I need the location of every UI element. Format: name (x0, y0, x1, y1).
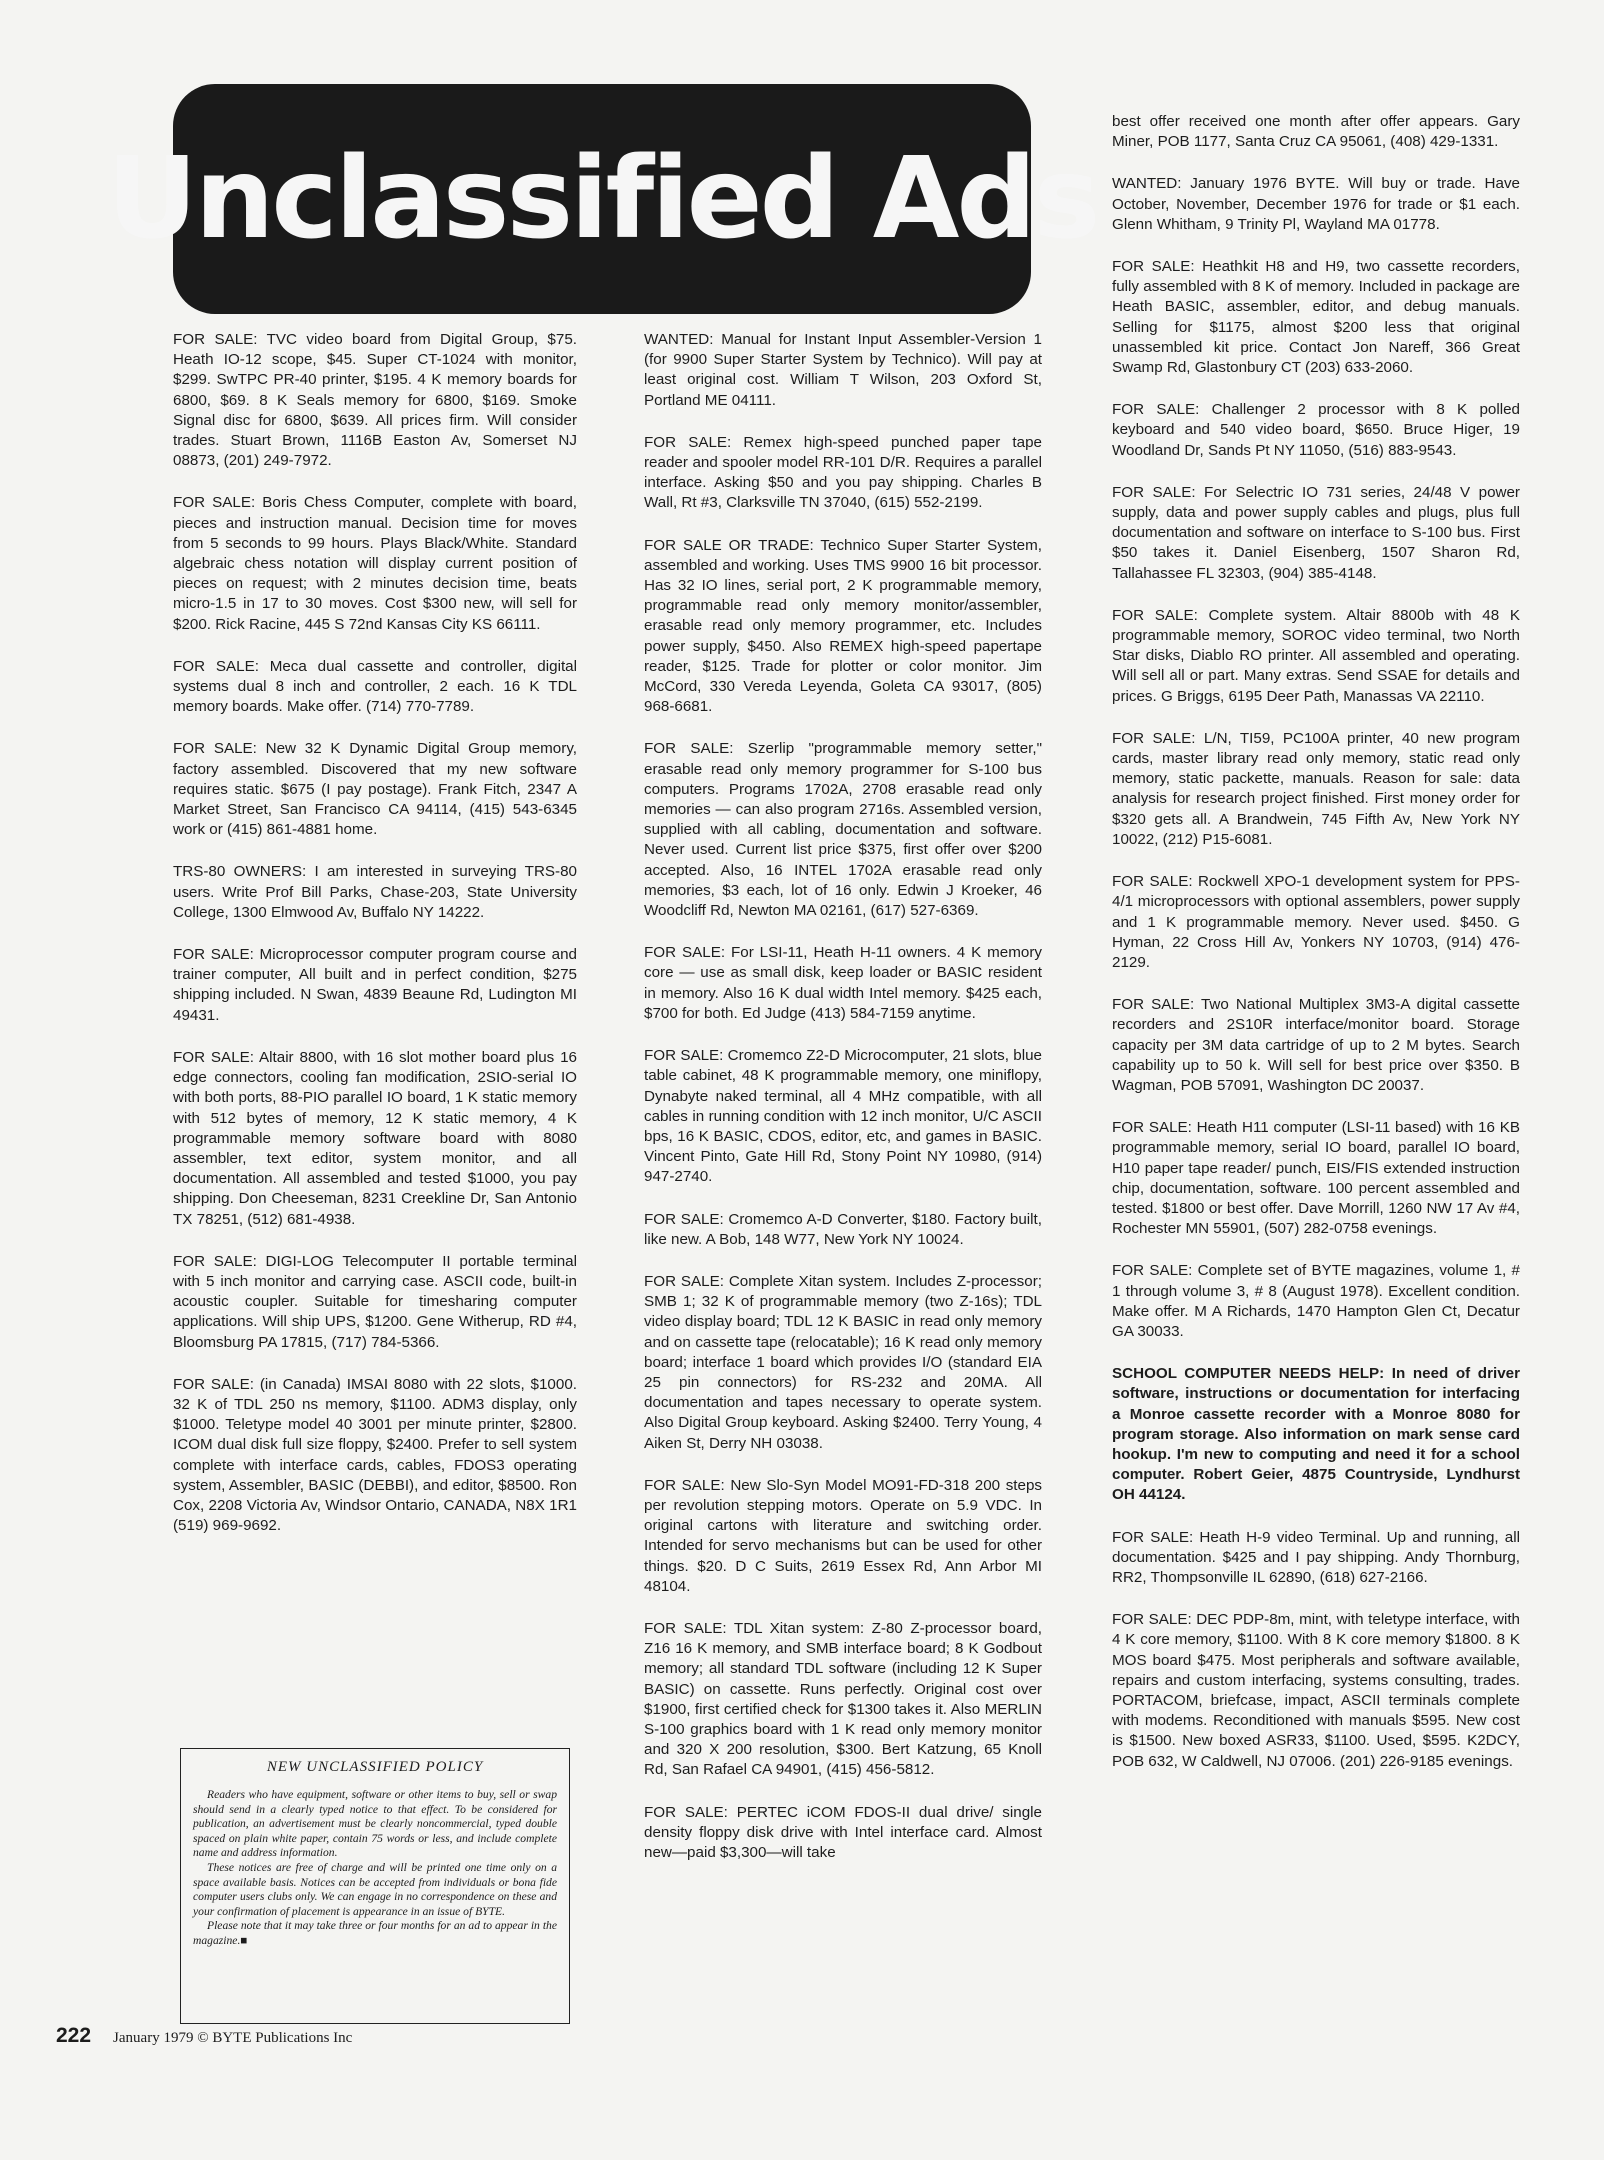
ads-column-3 (1112, 112, 1520, 1794)
ad-listing: FOR SALE: Microprocessor computer program course and trainer computer, All built and in perfect condition, $275 shipping included. N Swan, 4839 Beaune Rd, Ludington MI 49431. (173, 946, 577, 1024)
ad-listing: FOR SALE OR TRADE: Technico Super Starter System, assembled and working. Uses TMS 9900 16 bit processor. Has 32 IO lines, serial port, 2 K programmable memory, programmable read only memory monitor/assembler, erasable read only memory programmer, etc. Includes power supply, $450. Also REMEX high-speed papertape reader, $125. Trade for plotter or color monitor. Jim McCord, 330 Vereda Leyenda, Goleta CA 93017, (805) 968-6681. (644, 536, 1042, 716)
ad-listing: FOR SALE: For Selectric IO 731 series, 24/48 V power supply, data and power supply cables and plugs, plus full documentation and software on interface to S-100 bus. First $50 takes it. Daniel Eisenberg, 1507 Sharon Rd, Tallahassee FL 32303, (904) 385-4148. (1112, 483, 1520, 582)
ad-listing: FOR SALE: Cromemco Z2-D Microcomputer, 21 slots, blue table cabinet, 48 K programmable memory, one miniflopy, Dynabyte naked terminal, all 4 MHz compatible, with all cables in running condition with 12 inch monitor, U/C ASCII bps, 16 K BASIC, CDOS, editor, etc, and games in BASIC. Vincent Pinto, Gate Hill Rd, Stony Point NY 10980, (914) 947-2740. (644, 1047, 1042, 1186)
policy-paragraph: Please note that it may take three or four months for an ad to appear in the magazine.■ (193, 1919, 557, 1947)
ad-listing: FOR SALE: For LSI-11, Heath H-11 owners. 4 K memory core — use as small disk, keep loader or BASIC resident in memory. Also 16 K dual width Intel memory. $425 each, $700 for both. Ed Judge (413) 584-7159 anytime. (644, 944, 1042, 1022)
ad-listing: FOR SALE: Complete Xitan system. Includes Z-processor; SMB 1; 32 K of programmable memory (two Z-16s); TDL video display board; TDL 12 K BASIC in read only memory and on cassette tape (relocatable); 16 K read only memory board; interface 1 board which provides I/O (standard EIA 25 pin connectors) for RS-232 and 20MA. All documentation and tapes necessary to operate system. Also Digital Group keyboard. Asking $2400. Terry Young, 4 Aiken St, Derry NH 03038. (644, 1272, 1042, 1452)
ad-listing: FOR SALE: DEC PDP-8m, mint, with teletype interface, with 4 K core memory, $1100. With 8 K core memory $1800. 8 K MOS board $475. Most peripherals and software available, repairs and custom interfacing, systems consulting, trades. PORTACOM, briefcase, impact, ASCII terminals complete with modems. Reconditioned with manuals $595. New cost is $1500. New boxed ASR33, $1100. Used, $595. K2DCY, POB 632, W Caldwell, NJ 07006. (201) 226-9185 evenings. (1112, 1611, 1520, 1770)
ad-listing: FOR SALE: Altair 8800, with 16 slot mother board plus 16 edge connectors, cooling fan modification, 2SIO-serial IO with both ports, 88-PIO parallel IO board, 1 K static memory with 512 bytes of memory, 12 K static memory, 4 K programmable memory software board with 8080 assembler, text editor, system monitor, and all documentation. All assembled and tested $1000, you pay shipping. Don Cheeseman, 8231 Creekline Dr, San Antonio TX 78251, (512) 681-4938. (173, 1048, 577, 1228)
ad-listing: FOR SALE: Remex high-speed punched paper tape reader and spooler model RR-101 D/R. Requires a parallel interface. Asking $50 and you pay shipping. Charles B Wall, Rt #3, Clarksville TN 37040, (615) 552-2199. (644, 433, 1042, 512)
ad-listing: WANTED: Manual for Instant Input Assembler-Version 1 (for 9900 Super Starter System by Technico). Will pay at least original cost. William T Wilson, 203 Oxford St, Portland ME 04111. (644, 331, 1042, 409)
page-title: Unclassified Ads (106, 134, 1098, 264)
ad-listing: WANTED: January 1976 BYTE. Will buy or trade. Have October, November, December 1976 for trade or $1 each. Glenn Whitham, 9 Trinity Pl, Wayland MA 01778. (1112, 175, 1520, 233)
ad-listing: FOR SALE: Challenger 2 processor with 8 K polled keyboard and 540 video board, $650. Bruce Higer, 19 Woodland Dr, Sands Pt NY 11050, (516) 883-9543. (1112, 401, 1520, 459)
ad-listing: FOR SALE: Cromemco A-D Converter, $180. Factory built, like new. A Bob, 148 W77, New York NY 10024. (644, 1210, 1042, 1248)
ad-listing: FOR SALE: Complete system. Altair 8800b with 48 K programmable memory, SOROC video terminal, two North Star disks, Diablo RO printer. All assembled and operating. Will sell all or part. Many extras. Send SSAE for details and prices. G Briggs, 6195 Deer Path, Manassas VA 22110. (1112, 606, 1520, 705)
policy-paragraph: These notices are free of charge and will be printed one time only on a space available basis. Notices can be accepted from individuals or bona fide computer users clubs only. We can engage in no correspondence on these and your confirmation of placement is appearance in an issue of BYTE. (193, 1860, 557, 1918)
publication-credit: January 1979 © BYTE Publications Inc (113, 2030, 353, 2046)
ad-listing: SCHOOL COMPUTER NEEDS HELP: In need of driver software, instructions or documentation for interfacing a Monroe cassette recorder with a Monroe 8080 for program storage. Also information on mark sense card hookup. I'm new to computing and need it for a school computer. Robert Geier, 4875 Countryside, Lyndhurst OH 44124. (1112, 1365, 1520, 1504)
ad-listing: FOR SALE: Heath H-9 video Terminal. Up and running, all documentation. $425 and I pay shipping. Andy Thornburg, RR2, Thompsonville IL 62890, (618) 627-2166. (1112, 1528, 1520, 1586)
ad-listing: FOR SALE: DIGI-LOG Telecomputer II portable terminal with 5 inch monitor and carrying case. ASCII code, built-in acoustic coupler. Suitable for timesharing computer applications. Will ship UPS, $1200. Gene Witherup, RD #4, Bloomsburg PA 17815, (717) 784-5366. (173, 1252, 577, 1351)
ad-listing: FOR SALE: Heath H11 computer (LSI-11 based) with 16 KB programmable memory, serial IO board, parallel IO board, H10 paper tape reader/ punch, EIS/FIS extended instruction chip, documentation, software. 100 percent assembled and tested. $1800 or best offer. Dave Morrill, 1260 NW 17 Av #4, Rochester MN 55901, (507) 282-0758 evenings. (1112, 1119, 1520, 1238)
header-banner (106, 84, 1098, 314)
ads-column-1 (173, 330, 577, 1558)
page-number: 222 (56, 2024, 92, 2047)
ad-listing: FOR SALE: (in Canada) IMSAI 8080 with 22 slots, $1000. 32 K of TDL 250 ns memory, $1100. ADM3 display, only $1000. Teletype model 40 3001 per minute printer, $2800. ICOM dual disk full size floppy, $2400. Prefer to sell system complete with interface cards, cables, FDOS3 operating system, Assembler, BASIC (DEBBI), and editor, $8500. Ron Cox, 2208 Victoria Av, Windsor Ontario, CANADA, N8X 1R1 (519) 969-9692. (173, 1375, 577, 1535)
ad-listing: FOR SALE: L/N, TI59, PC100A printer, 40 new program cards, master library read only memory, static read only memory, static packette, manuals. Reason for sale: data analysis for research project finished. First money order for $320 gets all. A Brandwein, 745 Fifth Av, New York NY 10022, (212) P15-6081. (1112, 729, 1520, 848)
page-footer (56, 2024, 352, 2048)
ad-listing: FOR SALE: Boris Chess Computer, complete with board, pieces and instruction manual. Decision time for moves from 5 seconds to 99 hours. Plays Black/White. Standard algebraic chess notation will display current position of pieces on request; with 2 minutes decision time, beats micro-1.5 in 17 to 30 moves. Cost $300 new, will sell for $200. Rick Racine, 445 S 72nd Kansas City KS 66111. (173, 494, 577, 633)
ad-listing: FOR SALE: Meca dual cassette and controller, digital systems dual 8 inch and controller, 2 each. 16 K TDL memory boards. Make offer. (714) 770-7789. (173, 657, 577, 716)
ad-listing: FOR SALE: Szerlip "programmable memory setter," erasable read only memory programmer for S-100 bus computers. Programs 1702A, 2708 erasable read only memories — can also program 2716s. Assembled version, supplied with all cabling, documentation and software. Never used. Current list price $375, first offer over $200 accepted. Also, 16 INTEL 1702A erasable read only memories, $3 each, lot of 16 only. Edwin J Kroeker, 46 Woodcliff Rd, Newton MA 02161, (617) 527-6369. (644, 740, 1042, 920)
ad-listing: FOR SALE: Two National Multiplex 3M3-A digital cassette recorders and 2S10R interface/monitor board. Storage capacity per 3M data cartridge of up to 2 M bytes. Search capability up to 50 k. Will sell for best price over $350. B Wagman, POB 57091, Washington DC 20037. (1112, 996, 1520, 1094)
ad-listing: FOR SALE: PERTEC iCOM FDOS-II dual drive/ single density floppy disk drive with Intel interface card. Almost new—paid $3,300—will take (644, 1803, 1042, 1861)
policy-paragraph: Readers who have equipment, software or other items to buy, sell or swap should send in a clearly typed notice to that effect. To be considered for publication, an advertisement must be clearly noncommercial, typed double spaced on plain white paper, contain 75 words or less, and include complete name and address information. (193, 1788, 557, 1860)
ad-listing: FOR SALE: Heathkit H8 and H9, two cassette recorders, fully assembled with 8 K of memory. Included in package are Heath BASIC, assembler, editor, and debug manuals. Selling for $1175, almost $200 less that original unassembled kit price. Contact Jon Nareff, 366 Great Swamp Rd, Glastonbury CT (203) 633-2060. (1112, 258, 1520, 377)
ad-listing: FOR SALE: New 32 K Dynamic Digital Group memory, factory assembled. Discovered that my new software requires static. $675 (I pay postage). Frank Fitch, 2347 A Market Street, San Francisco CA 94114, (415) 543-6345 work or (415) 861-4881 home. (173, 740, 577, 839)
ad-listing: FOR SALE: TVC video board from Digital Group, $75. Heath IO-12 scope, $45. Super CT-1024 with monitor, $299. SwTPC PR-40 printer, $195. 4 K memory boards for 6800, $69. 8 K Seals memory for 6800, $169. Smoke Signal disc for 6800, $639. All prices firm. Will consider trades. Stuart Brown, 1116B Easton Av, Somerset NJ 08873, (201) 249-7972. (173, 331, 577, 470)
ad-listing: TRS-80 OWNERS: I am interested in surveying TRS-80 users. Write Prof Bill Parks, Chase-203, State University College, 1300 Elmwood Av, Buffalo NY 14222. (173, 863, 577, 921)
policy-title: NEW UNCLASSIFIED POLICY (266, 1759, 484, 1775)
ad-listing: FOR SALE: TDL Xitan system: Z-80 Z-processor board, Z16 16 K memory, and SMB interface board; 8 K Godbout memory; all standard TDL software (including 12 K Super BASIC) on cassette. Runs perfectly. Original cost over $1900, first certified check for $1300 takes it. Also MERLIN S-100 graphics board with 1 K read only memory monitor and 320 X 200 resolution, $300. Bert Katzung, 65 Knoll Rd, San Rafael CA 94901, (415) 456-5812. (644, 1619, 1042, 1779)
ads-column-2 (644, 330, 1042, 1885)
policy-box (180, 1748, 570, 2024)
ad-listing: FOR SALE: Complete set of BYTE magazines, volume 1, # 1 through volume 3, # 8 (August 1978). Excellent condition. Make offer. M A Richards, 1470 Hampton Glen Ct, Decatur GA 30033. (1112, 1262, 1520, 1340)
ad-listing: best offer received one month after offer appears. Gary Miner, POB 1177, Santa Cruz CA 95061, (408) 429-1331. (1112, 113, 1520, 151)
ad-listing: FOR SALE: New Slo-Syn Model MO91-FD-318 200 steps per revolution stepping motors. Operate on 5.9 VDC. In original cartons with literature and switching order. Intended for servo mechanisms but can be used for other things. $20. D C Suits, 2619 Essex Rd, Ann Arbor MI 48104. (644, 1476, 1042, 1595)
ad-listing: FOR SALE: Rockwell XPO-1 development system for PPS-4/1 microprocessors with optional assemblers, power supply and 1 K programmable memory. Never used. $450. G Hyman, 22 Cross Hill Av, Yonkers NY 10703, (914) 476-2129. (1112, 873, 1520, 971)
